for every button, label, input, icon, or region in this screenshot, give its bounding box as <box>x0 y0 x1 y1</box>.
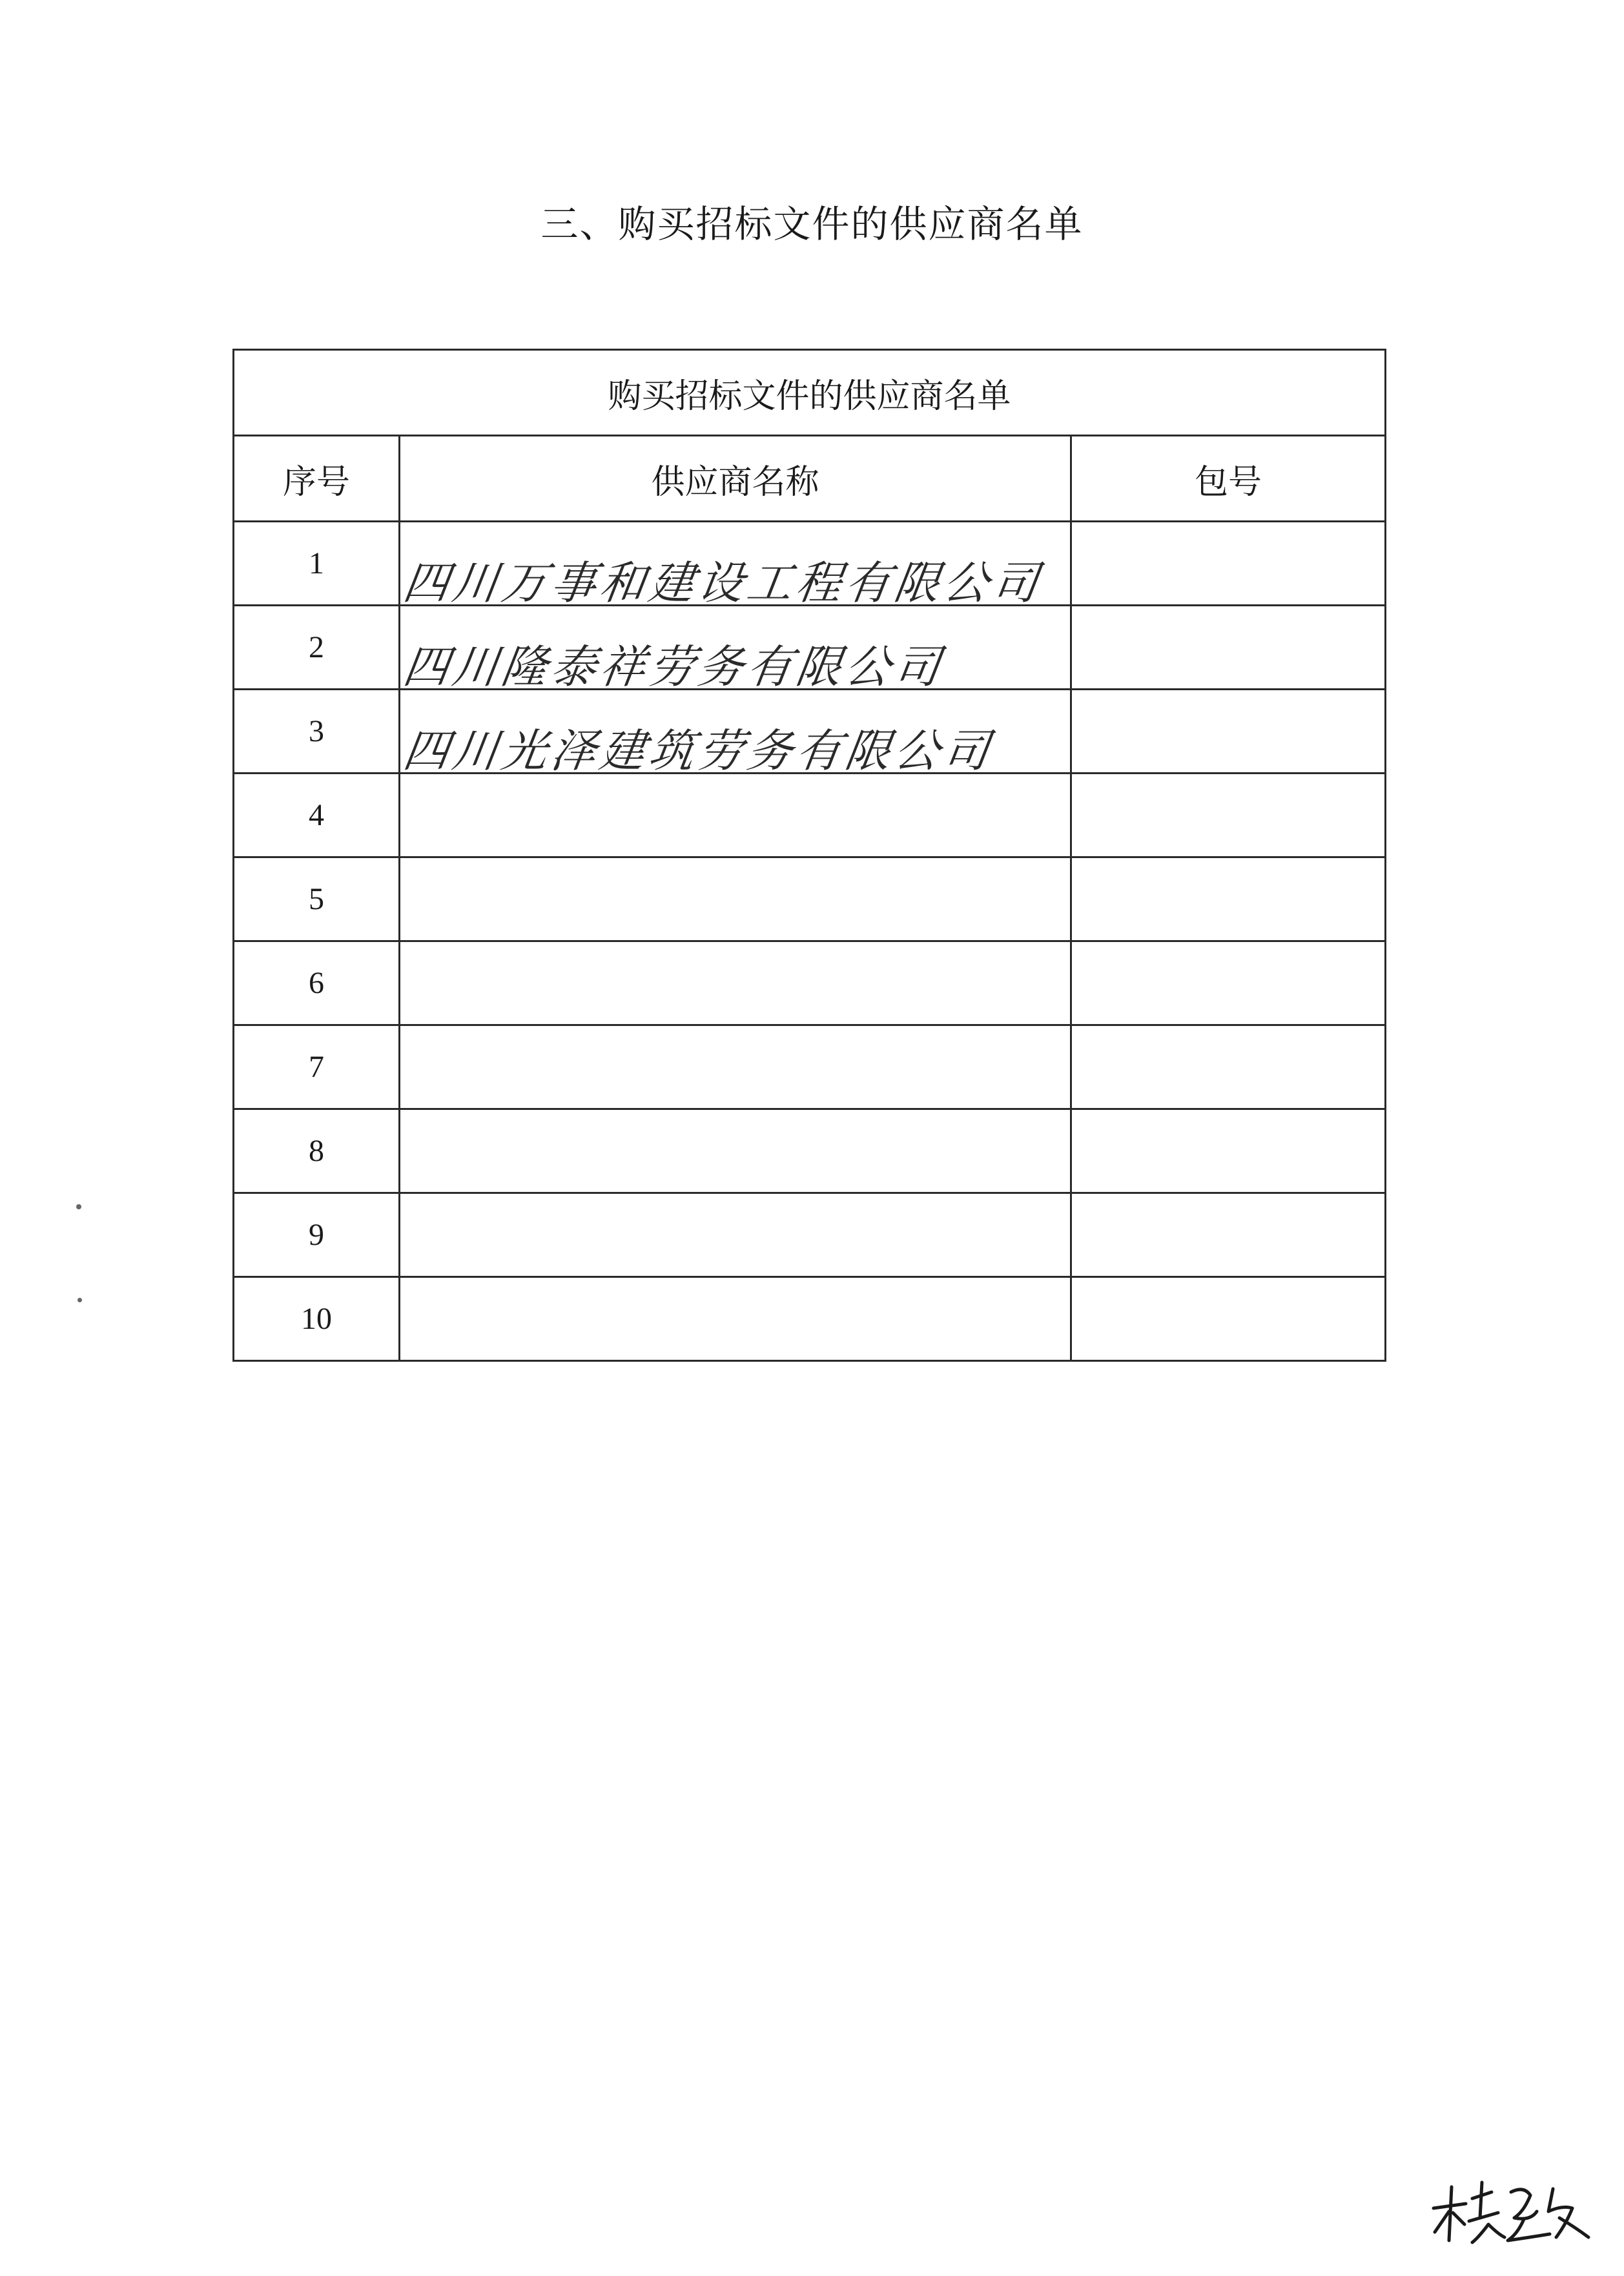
row-index: 4 <box>234 774 400 857</box>
package-number-cell <box>1071 774 1386 857</box>
table-row <box>234 941 1386 1025</box>
supplier-name-cell <box>400 941 1071 1025</box>
supplier-name-cell <box>400 606 1071 693</box>
table-row <box>234 774 1386 857</box>
table-caption-row <box>234 350 1386 436</box>
scan-speck <box>76 1204 81 1209</box>
row-index: 8 <box>234 1109 400 1193</box>
handwritten-signature <box>1427 2173 1595 2250</box>
supplier-table <box>232 349 1386 1362</box>
supplier-name-cell <box>400 1109 1071 1193</box>
package-number-cell <box>1071 606 1386 690</box>
table-row <box>234 690 1386 774</box>
row-index: 9 <box>234 1193 400 1277</box>
table-row <box>234 1277 1386 1361</box>
table-row <box>234 1109 1386 1193</box>
row-index: 10 <box>234 1277 400 1361</box>
supplier-name-cell <box>400 774 1071 857</box>
scan-speck <box>77 1298 82 1302</box>
row-index: 6 <box>234 941 400 1025</box>
header-supplier-name: 供应商名称 <box>400 436 1071 522</box>
row-index: 3 <box>234 690 400 774</box>
supplier-name-handwritten: 四川光泽建筑劳务有限公司 <box>400 724 996 777</box>
row-index: 1 <box>234 522 400 606</box>
package-number-cell <box>1071 690 1386 774</box>
package-number-cell <box>1071 1277 1386 1361</box>
table-row <box>234 522 1386 606</box>
supplier-name-cell <box>400 1277 1071 1361</box>
supplier-name-cell <box>400 522 1071 610</box>
supplier-name-cell <box>400 690 1071 777</box>
table-row <box>234 1025 1386 1109</box>
table-caption: 购买招标文件的供应商名单 <box>234 350 1386 436</box>
supplier-name-handwritten: 四川隆泰祥劳务有限公司 <box>400 641 947 693</box>
row-index: 7 <box>234 1025 400 1109</box>
table-row <box>234 857 1386 941</box>
package-number-cell <box>1071 522 1386 606</box>
page-title: 三、购买招标文件的供应商名单 <box>540 202 1084 246</box>
supplier-name-cell <box>400 1025 1071 1109</box>
package-number-cell <box>1071 1193 1386 1277</box>
table-header-row <box>234 436 1386 522</box>
row-index: 2 <box>234 606 400 690</box>
package-number-cell <box>1071 1109 1386 1193</box>
supplier-name-cell <box>400 1193 1071 1277</box>
supplier-name-cell <box>400 857 1071 941</box>
header-package-number: 包号 <box>1071 436 1386 522</box>
package-number-cell <box>1071 1025 1386 1109</box>
package-number-cell <box>1071 857 1386 941</box>
table-row <box>234 1193 1386 1277</box>
table-row <box>234 606 1386 690</box>
supplier-name-handwritten: 四川万事和建设工程有限公司 <box>400 557 1045 610</box>
row-index: 5 <box>234 857 400 941</box>
package-number-cell <box>1071 941 1386 1025</box>
header-index: 序号 <box>234 436 400 522</box>
